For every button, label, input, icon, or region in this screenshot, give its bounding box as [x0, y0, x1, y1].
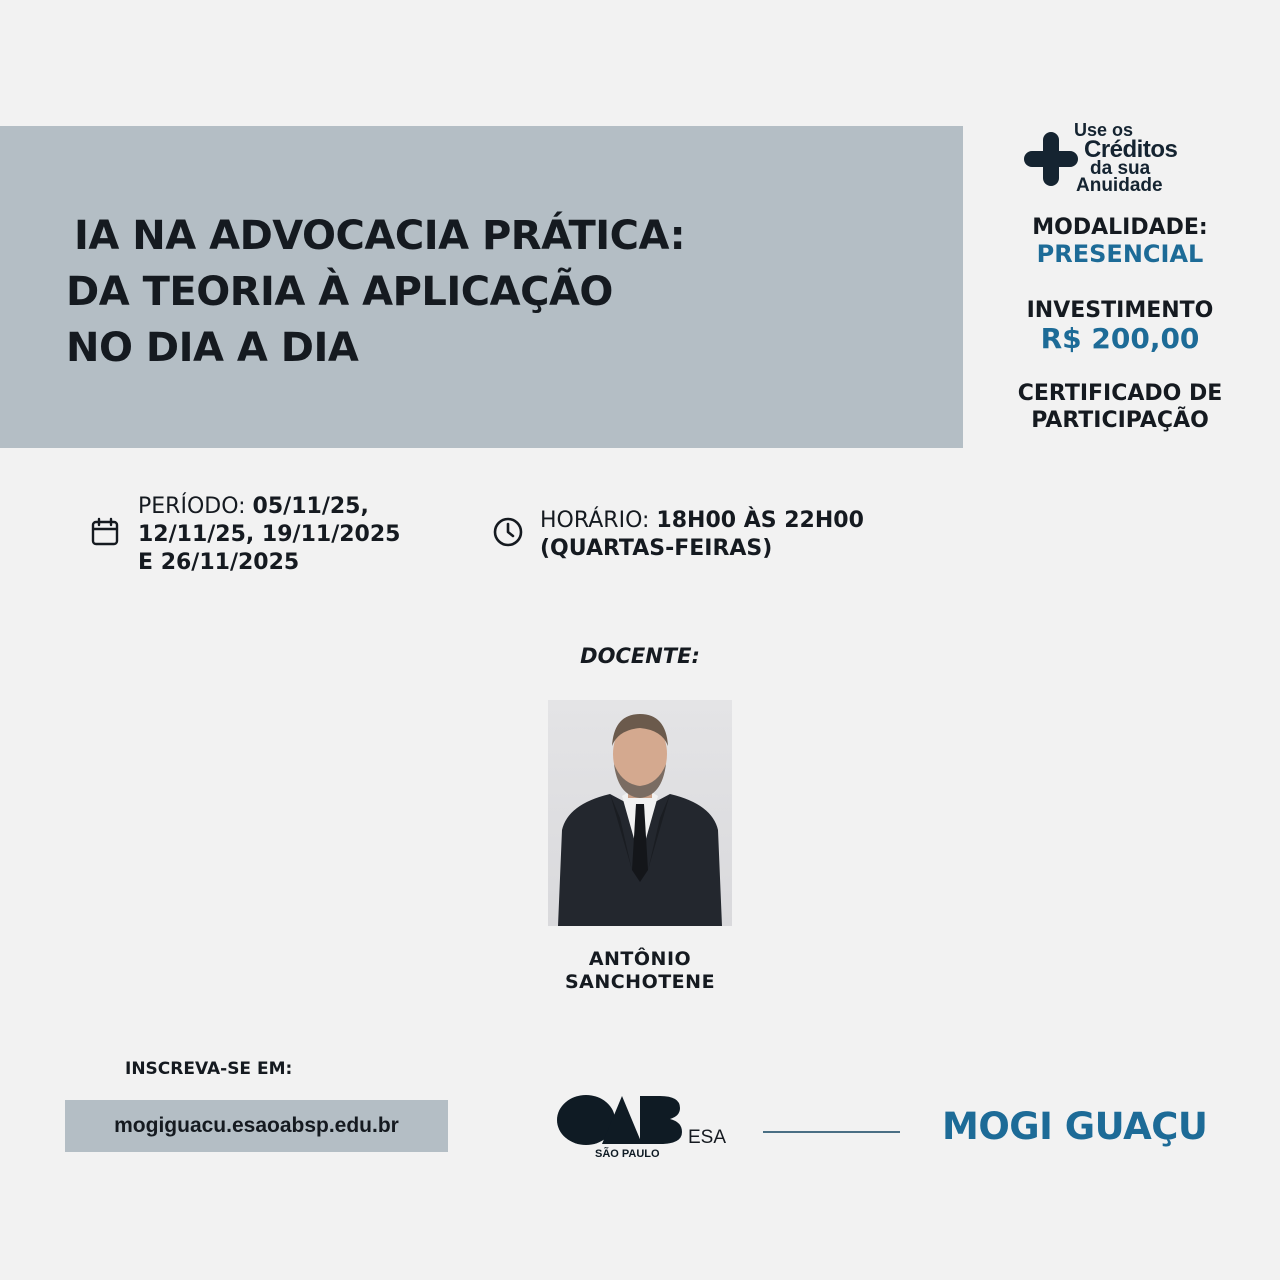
- clock-icon: [492, 516, 524, 548]
- periodo-text: [138, 493, 400, 577]
- periodo-line-1: 05/11/25,: [252, 494, 369, 519]
- investimento-label: INVESTIMENTO: [1026, 298, 1214, 323]
- modalidade-value: PRESENCIAL: [1036, 240, 1204, 268]
- horario-value: 18H00 ÀS 22H00: [656, 508, 864, 533]
- title-line-2: DA TEORIA À APLICAÇÃO: [66, 269, 613, 315]
- horario-label: HORÁRIO:: [540, 508, 657, 533]
- docente-name-line-2: SANCHOTENE: [564, 971, 716, 993]
- divider-line: [763, 1131, 900, 1133]
- title-line-1: IA NA ADVOCACIA PRÁTICA:: [74, 213, 686, 259]
- signup-label: INSCREVA-SE EM:: [125, 1059, 293, 1079]
- docente-name: [0, 948, 1280, 994]
- modalidade-label: MODALIDADE:: [1032, 215, 1208, 240]
- calendar-icon: [90, 517, 120, 547]
- certificado-block: [1000, 380, 1240, 434]
- credits-badge: [1022, 120, 1222, 200]
- periodo-line-3: E 26/11/2025: [138, 550, 300, 575]
- city-name: MOGI GUAÇU: [942, 1105, 1208, 1148]
- logo-sao-paulo: SÃO PAULO: [595, 1148, 660, 1160]
- investimento-block: [1000, 297, 1240, 354]
- periodo-line-2: 12/11/25, 19/11/2025: [138, 522, 401, 547]
- logo-esa: ESA: [688, 1127, 727, 1148]
- investimento-value: R$ 200,00: [1040, 322, 1200, 355]
- credits-line-4: Anuidade: [1076, 175, 1163, 196]
- signup-url-link[interactable]: mogiguacu.esaoabsp.edu.br: [114, 1114, 399, 1137]
- horario-text: [540, 507, 864, 563]
- modalidade-block: [1000, 214, 1240, 268]
- docente-name-line-1: ANTÔNIO: [588, 948, 692, 970]
- plus-icon: [1024, 132, 1078, 186]
- horario-line-2: (QUARTAS-FEIRAS): [540, 536, 773, 561]
- periodo-label: PERÍODO:: [138, 494, 253, 519]
- credits-line-1: Use os: [1074, 120, 1134, 140]
- certificado-line-2: PARTICIPAÇÃO: [1031, 408, 1209, 433]
- title-line-3: NO DIA A DIA: [66, 325, 359, 371]
- credits-line-3: da sua: [1090, 158, 1151, 179]
- docente-portrait: [548, 700, 732, 926]
- docente-photo: [548, 700, 732, 926]
- credits-line-2: Créditos: [1084, 136, 1178, 163]
- event-title: [66, 208, 685, 376]
- docente-label: DOCENTE:: [580, 644, 700, 668]
- certificado-line-1: CERTIFICADO DE: [1017, 381, 1223, 406]
- oab-sao-paulo-logo: [556, 1094, 682, 1160]
